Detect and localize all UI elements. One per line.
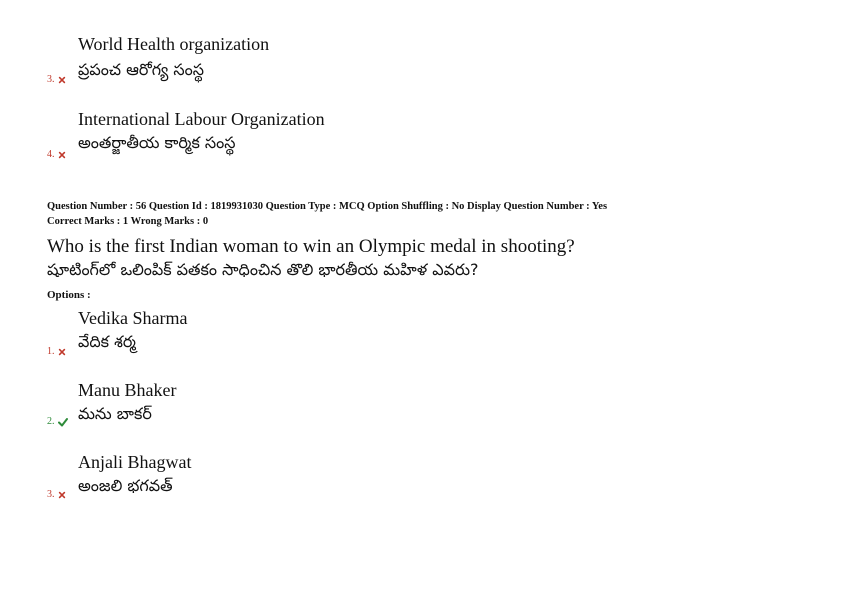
option-telugu-text: అంతర్జాతీయ కార్మిక సంస్థ — [78, 133, 236, 152]
option-english-text: Manu Bhaker — [78, 380, 177, 400]
option-number-label: 1. — [47, 346, 55, 357]
cross-icon — [58, 76, 66, 84]
option-telugu-text: ప్రపంచ ఆరోగ్య సంస్థ — [78, 60, 204, 79]
option-english-text: Anjali Bhagwat — [78, 452, 192, 472]
cross-icon — [58, 151, 66, 159]
option-number-label: 3. — [47, 489, 55, 500]
option-number — [47, 346, 66, 357]
option-number — [47, 74, 66, 85]
cross-icon — [58, 348, 66, 356]
option-number — [47, 489, 66, 500]
option-number — [47, 416, 68, 427]
option-english-text: World Health organization — [78, 34, 270, 54]
option-number-label: 3. — [47, 74, 55, 85]
option-telugu-text: వేదిక శర్మ — [78, 332, 136, 351]
question-text-english: Who is the first Indian woman to win an Olympic medal in shooting? — [47, 236, 575, 257]
option-telugu-text: అంజలి భగవత్ — [78, 476, 173, 495]
cross-icon — [58, 491, 66, 499]
option-telugu-text: మను బాకర్ — [78, 404, 152, 423]
question-meta-line-1: Question Number : 56 Question Id : 1819931030 Question Type : MCQ Option Shuffling : No Display Question Number : Yes — [47, 201, 608, 212]
option-number-label: 2. — [47, 416, 55, 427]
option-number — [47, 149, 66, 160]
option-english-text: Vedika Sharma — [78, 308, 188, 328]
question-meta-line-2: Correct Marks : 1 Wrong Marks : 0 — [47, 216, 209, 227]
question-text-telugu: షూటింగ్‌లో ఒలింపిక్ పతకం సాధించిన తొలి భారతీయ మహిళ ఎవరు? — [47, 260, 479, 279]
option-english-text: International Labour Organization — [78, 109, 325, 129]
checkmark-icon — [58, 417, 68, 427]
option-number-label: 4. — [47, 149, 55, 160]
options-label: Options : — [47, 289, 91, 301]
